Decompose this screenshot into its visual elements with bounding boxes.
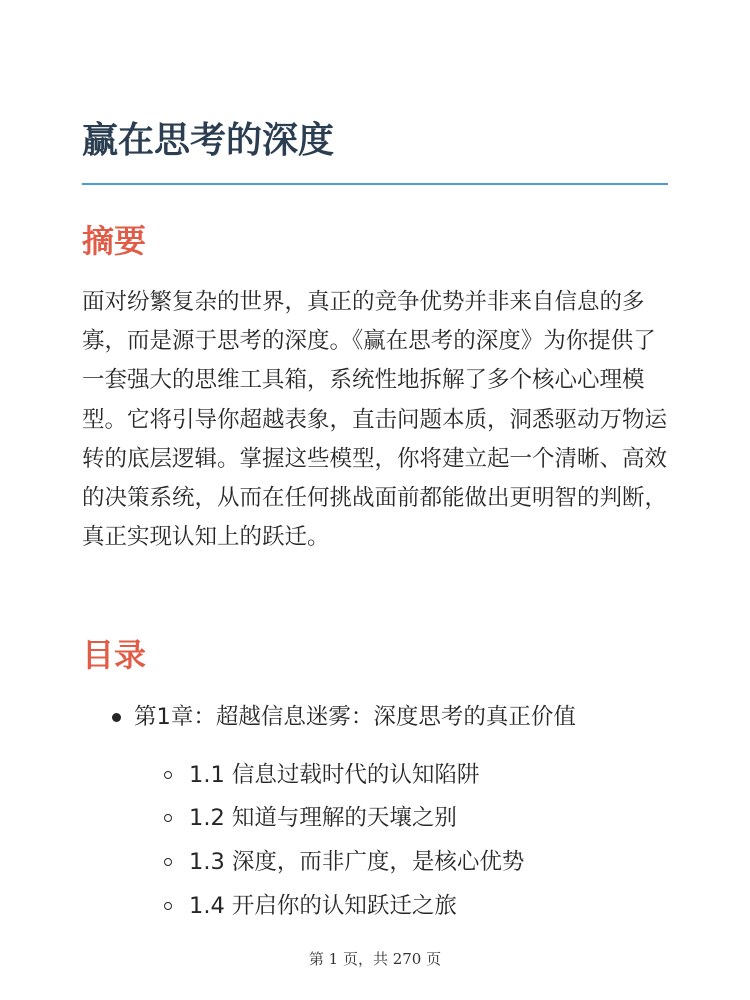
bullet-circle-icon [164,902,172,910]
abstract-heading: 摘要 [82,222,147,260]
toc-heading: 目录 [82,636,147,674]
toc-section-label: 1.4 开启你的认知跃迁之旅 [189,893,457,919]
toc-chapter-item: 第1章：超越信息迷雾：深度思考的真正价值 [134,704,576,730]
bullet-circle-icon [164,814,172,822]
bullet-disc-icon [112,713,121,722]
toc-section-label: 1.3 深度，而非广度，是核心优势 [189,849,525,875]
toc-section-label: 1.2 知道与理解的天壤之别 [189,805,457,831]
page-title: 赢在思考的深度 [82,120,335,161]
title-divider [82,183,668,185]
toc-section-item [82,801,668,835]
page-number-footer: 第 1 页，共 270 页 [308,950,442,968]
bullet-circle-icon [164,771,172,779]
bullet-circle-icon [164,858,172,866]
abstract-paragraph: 面对纷繁复杂的世界，真正的竞争优势并非来自信息的多寡，而是源于思考的深度。《赢在思考的深度》为你提供了一套强大的思维工具箱，系统性地拆解了多个核心心理模型。它将引导你超越表象，直击问题本质，洞悉驱动万物运转的底层逻辑。掌握这些模型，你将建立起一个清晰、高效的决策系统，从而在任何挑战面前都能做出更明智的判断，真正实现认知上的跃迁。 [82,289,668,551]
toc-section-item [82,758,668,792]
toc-section-label: 1.1 信息过载时代的认知陷阱 [189,762,480,788]
toc-section-item [82,845,668,879]
toc-section-item [82,889,668,923]
